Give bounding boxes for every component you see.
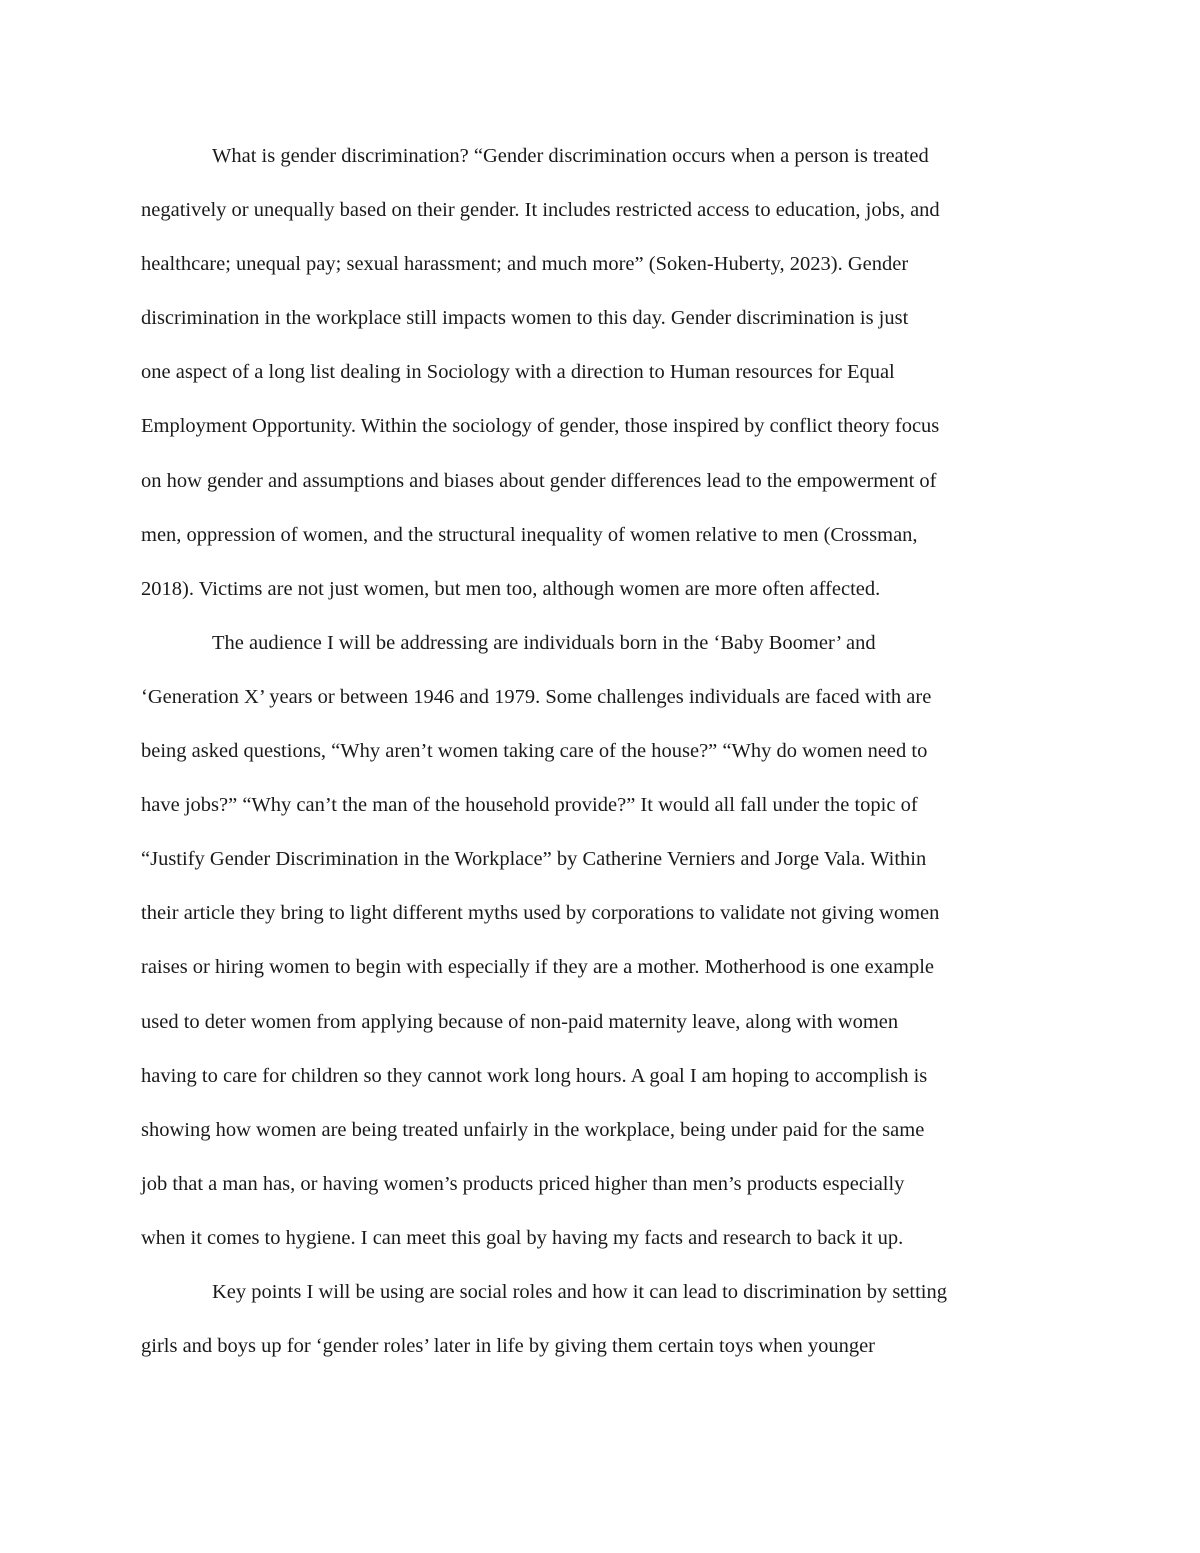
paragraph-2-line-10: showing how women are being treated unfairly in the workplace, being under paid for the same	[141, 1118, 925, 1141]
paragraph-1-line-4: discrimination in the workplace still impacts women to this day. Gender discrimination is just	[141, 307, 909, 330]
paragraph-1-line-2: negatively or unequally based on their gender. It includes restricted access to education, jobs, and	[141, 199, 940, 222]
paragraph-2-line-12: when it comes to hygiene. I can meet this goal by having my facts and research to back it up.	[141, 1226, 904, 1249]
paragraph-2-line-11: job that a man has, or having women’s products priced higher than men’s products especially	[141, 1172, 905, 1195]
paragraph-1-line-7: on how gender and assumptions and biases about gender differences lead to the empowerment of	[141, 469, 937, 492]
paragraph-2-line-3: being asked questions, “Why aren’t women taking care of the house?” “Why do women need to	[141, 740, 928, 763]
paragraph-2-line-6: their article they bring to light different myths used by corporations to validate not giving women	[141, 902, 940, 925]
paragraph-2-line-5: “Justify Gender Discrimination in the Workplace” by Catherine Verniers and Jorge Vala. Within	[141, 848, 927, 871]
paragraph-3-line-2: girls and boys up for ‘gender roles’ later in life by giving them certain toys when younger	[141, 1335, 876, 1358]
paragraph-2-line-7: raises or hiring women to begin with especially if they are a mother. Motherhood is one example	[141, 956, 935, 979]
paragraph-1-line-6: Employment Opportunity. Within the sociology of gender, those inspired by conflict theory focus	[141, 415, 940, 438]
paragraph-1-line-1: What is gender discrimination? “Gender discrimination occurs when a person is treated	[212, 145, 929, 167]
paragraph-2-line-2: ‘Generation X’ years or between 1946 and 1979. Some challenges individuals are faced with are	[141, 685, 932, 708]
paragraph-1-line-9: 2018). Victims are not just women, but men too, although women are more often affected.	[141, 577, 881, 600]
paragraph-2-line-8: used to deter women from applying because of non-paid maternity leave, along with women	[141, 1010, 899, 1033]
paragraph-3-line-1: Key points I will be using are social roles and how it can lead to discrimination by setting	[212, 1280, 947, 1303]
body-text	[141, 129, 1063, 1373]
paragraph-1-line-5: one aspect of a long list dealing in Sociology with a direction to Human resources for Equal	[141, 361, 895, 384]
paragraph-2-line-1: The audience I will be addressing are individuals born in the ‘Baby Boomer’ and	[212, 631, 876, 654]
paragraph-2-line-9: having to care for children so they cannot work long hours. A goal I am hoping to accomplish is	[141, 1064, 928, 1087]
paragraph-1-line-8: men, oppression of women, and the structural inequality of women relative to men (Crossman,	[141, 523, 918, 546]
paragraph-2-line-4: have jobs?” “Why can’t the man of the household provide?” It would all fall under the topic of	[141, 794, 918, 817]
paragraph-1-line-3: healthcare; unequal pay; sexual harassment; and much more” (Soken-Huberty, 2023). Gender	[141, 253, 909, 276]
